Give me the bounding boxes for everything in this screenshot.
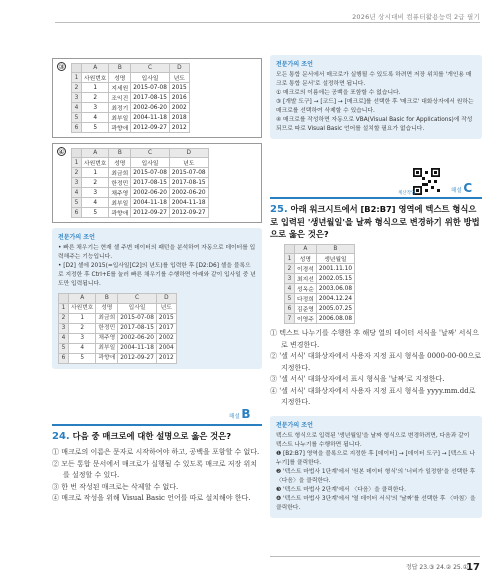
cell: 성명: [295, 254, 317, 264]
cell: 입사일: [118, 304, 157, 314]
cell: 2017-08-15: [118, 324, 157, 334]
tip-line: ❷ '텍스트 마법사 1단계'에서 '원본 데이터 형식'의 '너비가 일정함'을 선택한 후 〈다음〉을 클릭한다.: [276, 468, 476, 484]
row-number: 1: [72, 73, 82, 83]
tip-line: 텍스트 형식으로 입력된 '생년월일'을 날짜 형식으로 변경하려면, 다음과 같이 텍스트 나누기를 수행하면 됩니다.: [276, 432, 470, 448]
table-row: [72, 73, 190, 83]
cell: 최부일: [109, 198, 131, 208]
cell: 4: [82, 113, 109, 123]
cell: 최정기: [109, 103, 131, 113]
question-title: [52, 430, 262, 443]
answer-option-1[interactable]: ① 매크로의 이름은 문자로 시작하여야 하고, 공백을 포함할 수 없다.: [52, 448, 260, 456]
column-header: C: [131, 149, 170, 158]
cell: 2: [82, 178, 109, 188]
table-row: [59, 324, 177, 334]
column-header: B: [96, 294, 118, 304]
row-number: 7: [285, 314, 295, 324]
badge-label: 해설: [451, 188, 462, 194]
question-text: 아래 워크시트에서 [B2:B7] 영역에 텍스트 형식으로 입력된 '생년월일'을 날짜 형식으로 변경하기 위한 방법으로 옳은 것은?: [270, 204, 480, 239]
table-row: [72, 198, 209, 208]
answer-option-3[interactable]: ③ '셀 서식' 대화상자에서 표시 형식을 '날짜'로 지정한다.: [270, 375, 445, 383]
qr-caption: 계산작업: [398, 191, 416, 196]
cell: 2015-07-08: [131, 83, 170, 93]
row-number: 5: [72, 113, 82, 123]
column-header: B: [316, 245, 354, 254]
cell: 곽향애: [96, 354, 118, 364]
column-header: A: [82, 64, 109, 73]
cell: 2005.07.25: [316, 304, 354, 314]
row-number: 6: [59, 354, 69, 364]
cell: 생년월일: [316, 254, 354, 264]
expert-tip-box: [270, 55, 482, 139]
cell: 2015-07-08: [118, 314, 157, 324]
answer-key: 정답 23.③ 24.② 25.①: [405, 564, 468, 571]
corner-cell: [285, 245, 295, 254]
cell: 채주영: [96, 334, 118, 344]
cell: 2004.12.24: [316, 294, 354, 304]
cell: 곽향애: [109, 208, 131, 218]
question-text: 다음 중 매크로에 대한 설명으로 옳은 것은?: [72, 431, 232, 441]
cell: 3: [82, 103, 109, 113]
tip-bullet: • [D2] 셀에 2015(=입사일[C2]의 년도)를 입력한 후 [D2:D6] 셀을 블록으로 지정한 후 Ctrl+E를 눌러 빠른 채우기를 수행하면 아래와 같이 입사일 중 년도만 입력됩니다.: [58, 263, 256, 287]
cell: 한정민: [96, 324, 118, 334]
badge-label: 해설: [229, 414, 240, 420]
right-column: [270, 55, 482, 139]
cell: 2002: [156, 334, 176, 344]
cell: 2004: [156, 344, 176, 354]
sheet-option-4: [52, 143, 262, 223]
row-number: 1: [59, 304, 69, 314]
table-row: [285, 274, 355, 284]
table-row: [285, 304, 355, 314]
row-number: 4: [285, 284, 295, 294]
cell: 입사일: [131, 73, 170, 83]
cell: 2017-08-15: [169, 178, 208, 188]
cell: 2006.08.08: [316, 314, 354, 324]
table-row: [72, 123, 190, 133]
cell: 성명: [109, 73, 131, 83]
cell: 사원번호: [69, 304, 96, 314]
question-number: 24.: [52, 431, 70, 442]
explanation-badge-b: [229, 407, 251, 421]
cell: 최부일: [109, 113, 131, 123]
cell: 2012-09-27: [169, 208, 208, 218]
cell: 사원번호: [82, 73, 109, 83]
cell: 4: [69, 344, 96, 354]
column-header: B: [109, 64, 131, 73]
worksheet-table: [284, 244, 355, 324]
row-number: 6: [72, 208, 82, 218]
table-row: [59, 334, 177, 344]
worksheet-table: [58, 293, 177, 364]
tip-line: ❹ '텍스트 마법사 3단계'에서 '열 데이터 서식'의 '날짜'를 선택한 후 〈마침〉을 클릭한다.: [276, 495, 476, 511]
answer-option-4[interactable]: ④ 매크로 작성을 위해 Visual Basic 언어를 따로 설치해야 한다.: [52, 494, 251, 502]
cell: 2012: [169, 123, 189, 133]
cell: 곽향애: [109, 123, 131, 133]
corner-cell: [72, 149, 82, 158]
cell: 이영주: [295, 314, 317, 324]
cell: 1: [82, 83, 109, 93]
cell: 5: [82, 208, 109, 218]
cell: 2002-06-20: [131, 103, 170, 113]
cell: 5: [82, 123, 109, 133]
tip-line: ❶ [B2:B7] 영역을 블록으로 지정한 후 [데이터] → [데이터 도구] → [텍스트 나누기]를 클릭한다.: [276, 450, 475, 466]
option-number: ④: [58, 148, 65, 156]
corner-cell: [72, 64, 82, 73]
table-row: [72, 103, 190, 113]
badge-letter: B: [241, 407, 251, 421]
cell: 최부일: [96, 344, 118, 354]
row-number: 1: [72, 158, 82, 168]
table-row: [72, 93, 190, 103]
cell: 2015-07-08: [131, 168, 170, 178]
cell: 3: [82, 188, 109, 198]
cell: 2002.05.15: [316, 274, 354, 284]
table-row: [72, 178, 209, 188]
worksheet-table: [71, 148, 209, 218]
cell: 년도: [169, 158, 208, 168]
table-row: [72, 188, 209, 198]
question-24: [52, 424, 262, 505]
cell: 2012-09-27: [131, 123, 170, 133]
cell: 한정민: [109, 178, 131, 188]
table-row: [72, 208, 209, 218]
cell: 최금희: [109, 168, 131, 178]
cell: 지세원: [109, 83, 131, 93]
cell: 2004-11-18: [131, 198, 170, 208]
column-header: D: [169, 149, 208, 158]
answer-option-4[interactable]: ④ '셀 서식' 대화상자에서 사용자 지정 표시 형식을 yyyy.mm.dd로 지정한다.: [270, 386, 476, 406]
answer-option-3[interactable]: ③ 한 번 작성된 매크로는 삭제할 수 없다.: [52, 482, 179, 491]
badge-letter: C: [463, 181, 473, 195]
tip-line: ③ [개발 도구] → [코드] → [매크로]를 선택한 후 '매크로' 대화상자에서 원하는 매크로를 선택하여 삭제할 수 있습니다.: [276, 99, 474, 114]
row-number: 4: [72, 188, 82, 198]
tip-bullet: • 빠른 채우기는 현재 셀 주변 데이터의 패턴을 분석하여 자동으로 데이터를 입력해주는 기능입니다.: [58, 245, 256, 260]
cell: 성옥순: [295, 284, 317, 294]
column-header: D: [169, 64, 189, 73]
cell: 입사일: [131, 158, 170, 168]
cell: 다정희: [295, 294, 317, 304]
cell: 3: [69, 334, 96, 344]
cell: 2017-08-15: [131, 93, 170, 103]
row-number: 5: [59, 344, 69, 354]
cell: 김준영: [295, 304, 317, 314]
row-number: 5: [285, 294, 295, 304]
table-row: [72, 158, 209, 168]
tip-line: ❸ '텍스트 마법사 2단계'에서 〈다음〉을 클릭한다.: [276, 486, 406, 493]
table-row: [285, 264, 355, 274]
cell: 이경석: [295, 264, 317, 274]
row-number: 3: [72, 178, 82, 188]
column-header: A: [69, 294, 96, 304]
footer-divider: [270, 556, 480, 557]
table-row: [59, 304, 177, 314]
table-row: [59, 314, 177, 324]
cell: 2002-06-20: [169, 188, 208, 198]
row-number: 3: [285, 274, 295, 284]
tip-title: 전문가의 조언: [276, 61, 313, 68]
cell: 조익진: [109, 93, 131, 103]
row-number: 4: [59, 334, 69, 344]
cell: 2002: [169, 103, 189, 113]
table-row: [72, 83, 190, 93]
column-header: C: [131, 64, 170, 73]
cell: 2002-06-20: [131, 188, 170, 198]
row-number: 3: [59, 324, 69, 334]
cell: 2004-11-18: [131, 113, 170, 123]
cell: 2017: [156, 324, 176, 334]
cell: 2004-11-18: [118, 344, 157, 354]
cell: 1: [69, 314, 96, 324]
column-header: D: [156, 294, 176, 304]
cell: 2003.06.08: [316, 284, 354, 294]
row-number: 3: [72, 93, 82, 103]
cell: 2015: [169, 83, 189, 93]
row-number: 1: [285, 254, 295, 264]
page-number: 17: [466, 562, 480, 573]
cell: 2: [69, 324, 96, 334]
tip-line: ① 매크로의 이름에는 공백을 포함할 수 없습니다.: [276, 90, 401, 96]
question-title: [270, 203, 482, 240]
row-number: 6: [285, 304, 295, 314]
cell: 2016: [169, 93, 189, 103]
table-row: [59, 344, 177, 354]
corner-cell: [59, 294, 69, 304]
cell: 2015-07-08: [169, 168, 208, 178]
cell: 2015: [156, 314, 176, 324]
question-25: [270, 197, 482, 518]
cell: 2: [82, 93, 109, 103]
cell: 2017-08-15: [131, 178, 170, 188]
column-header: C: [118, 294, 157, 304]
explanation-badge-c: [451, 181, 472, 195]
cell: 사원번호: [82, 158, 109, 168]
cell: 2012-09-27: [131, 208, 170, 218]
cell: 2001.11.10: [316, 264, 354, 274]
cell: 년도: [169, 73, 189, 83]
answer-option-2[interactable]: ② '셀 서식' 대화상자에서 사용자 지정 표시 형식을 0000-00-00으로 지정한다.: [270, 352, 482, 372]
answer-option-1[interactable]: ① 텍스트 나누기를 수행한 후 해당 열의 데이터 서식을 '날짜' 서식으로 변경한다.: [270, 329, 479, 349]
row-number: 2: [285, 264, 295, 274]
row-number: 5: [72, 198, 82, 208]
column-header: A: [295, 245, 317, 254]
table-row: [285, 284, 355, 294]
tip-line: 모든 통합 문서에서 매크로가 실행될 수 있도록 하려면 저장 위치를 '개인용 매크로 통합 문서'로 설정하면 됩니다.: [276, 72, 472, 87]
table-row: [72, 168, 209, 178]
row-number: 2: [72, 168, 82, 178]
question-number: 25.: [270, 204, 288, 215]
header-divider: [55, 22, 480, 23]
worksheet-table: [71, 63, 190, 133]
tip-line: ④ 매크로를 작성하면 자동으로 VBA(Visual Basic for Applications)에 작성되므로 따로 Visual Basic 언어를 설치할 필요가 없습니다.: [276, 117, 473, 132]
row-number: 2: [72, 83, 82, 93]
table-row: [285, 294, 355, 304]
sheet-option-3: [52, 58, 262, 138]
expert-tip-box: [52, 228, 262, 369]
cell: 성명: [109, 158, 131, 168]
table-row: [72, 113, 190, 123]
cell: 채주영: [109, 188, 131, 198]
cell: 5: [69, 354, 96, 364]
cell: 최지선: [295, 274, 317, 284]
row-number: 6: [72, 123, 82, 133]
cell: 2012-09-27: [118, 354, 157, 364]
cell: 성명: [96, 304, 118, 314]
cell: 1: [82, 168, 109, 178]
table-row: [285, 314, 355, 324]
cell: 4: [82, 198, 109, 208]
tip-title: 전문가의 조언: [58, 234, 95, 241]
table-row: [59, 354, 177, 364]
column-header: B: [109, 149, 131, 158]
option-number: ③: [58, 63, 65, 71]
page-header: 2026년 상시대비 컴퓨터활용능력 2급 필기: [352, 13, 480, 21]
expert-tip-box: [270, 416, 482, 518]
answer-option-2[interactable]: ② 모든 통합 문서에서 매크로가 실행될 수 있도록 매크로 저장 위치를 설정할 수 있다.: [52, 459, 258, 479]
left-column: [52, 58, 262, 369]
cell: 2002-06-20: [118, 334, 157, 344]
cell: 2018: [169, 113, 189, 123]
row-number: 2: [59, 314, 69, 324]
cell: 년도: [156, 304, 176, 314]
row-number: 4: [72, 103, 82, 113]
column-header: A: [82, 149, 109, 158]
tip-title: 전문가의 조언: [276, 421, 313, 429]
qr-code-icon[interactable]: [413, 168, 440, 195]
cell: 2012: [156, 354, 176, 364]
cell: 최금희: [96, 314, 118, 324]
cell: 2004-11-18: [169, 198, 208, 208]
table-row: [285, 254, 355, 264]
